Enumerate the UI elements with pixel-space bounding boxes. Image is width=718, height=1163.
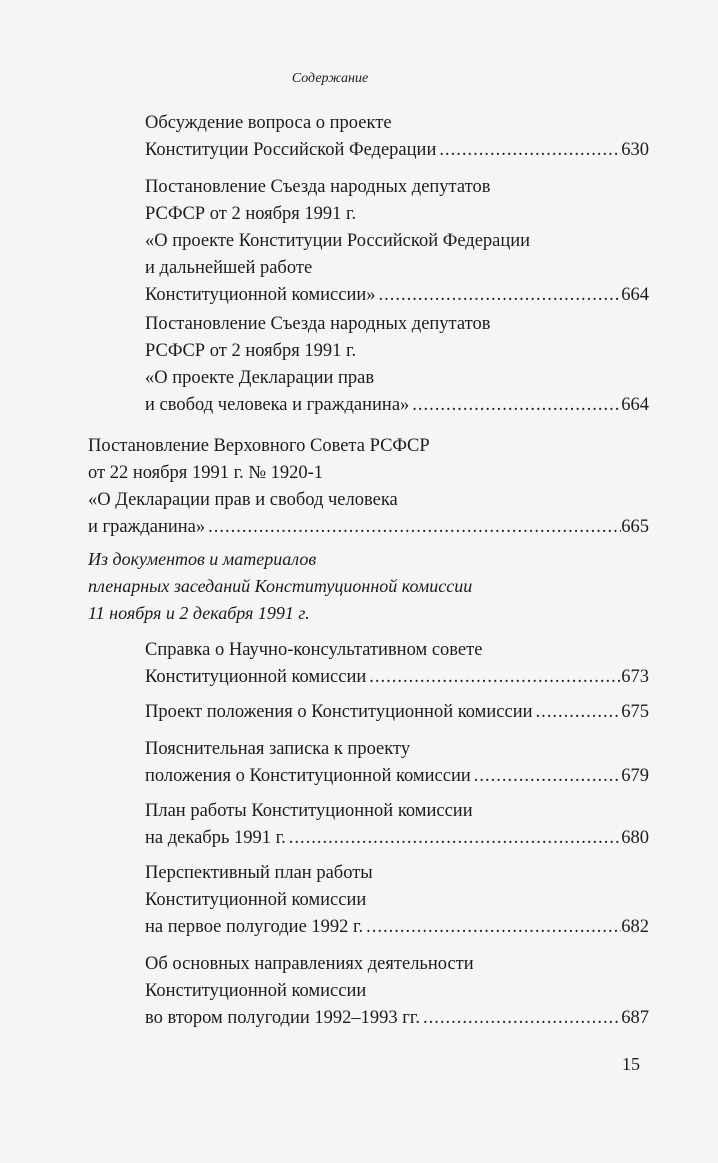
toc-entry — [145, 798, 649, 852]
dot-leader — [379, 282, 622, 309]
entry-line: РСФСР от 2 ноября 1991 г. — [145, 341, 357, 361]
entry-page: 664 — [621, 285, 649, 305]
entry-page: 687 — [621, 1008, 649, 1028]
entry-title: Конституционной комиссии» — [145, 285, 376, 305]
toc-entry — [145, 311, 649, 419]
entry-title: на декабрь 1991 г. — [145, 828, 286, 848]
entry-page: 679 — [621, 766, 649, 786]
entry-page: 673 — [621, 667, 649, 687]
entry-page: 665 — [621, 517, 649, 537]
entry-title: на первое полугодие 1992 г. — [145, 917, 364, 937]
entry-page: 664 — [621, 395, 649, 415]
entry-title: во втором полугодии 1992–1993 гг. — [145, 1008, 420, 1028]
entry-line: Конституционной комиссии — [145, 981, 367, 1001]
entry-title: и гражданина» — [88, 517, 206, 537]
entry-title: Конституционной комиссии — [145, 667, 367, 687]
toc-entry — [145, 174, 649, 309]
entry-line: «О Декларации прав и свобод человека — [88, 490, 398, 510]
entry-leader-line — [145, 699, 649, 726]
entry-line: «О проекте Декларации прав — [145, 368, 375, 388]
entry-leader-line — [145, 282, 649, 309]
entry-page: 630 — [621, 140, 649, 160]
running-header: Содержание — [291, 71, 369, 86]
dot-leader — [412, 392, 621, 419]
entry-leader-line — [145, 392, 649, 419]
dot-leader — [366, 914, 621, 941]
entry-leader-line — [145, 664, 649, 691]
entry-leader-line — [145, 137, 649, 164]
entry-line: от 22 ноября 1991 г. № 1920-1 — [88, 463, 324, 483]
dot-leader — [369, 664, 621, 691]
toc-entry — [145, 860, 649, 941]
toc-entry — [145, 637, 649, 691]
toc-entry — [145, 736, 649, 790]
entry-line: Постановление Верховного Совета РСФСР — [88, 436, 430, 456]
entry-line: Обсуждение вопроса о проекте — [145, 113, 392, 133]
section-line: пленарных заседаний Конституционной комиссии — [88, 576, 473, 596]
entry-leader-line — [145, 825, 649, 852]
entry-title: Конституции Российской Федерации — [145, 140, 437, 160]
entry-line: Об основных направлениях деятельности — [145, 954, 474, 974]
entry-line: Справка о Научно-консультативном совете — [145, 640, 483, 660]
toc-entry — [88, 433, 649, 541]
entry-leader-line — [145, 763, 649, 790]
dot-leader — [289, 825, 621, 852]
dot-leader — [439, 137, 621, 164]
entry-leader-line — [145, 914, 649, 941]
toc-entry — [145, 699, 649, 726]
entry-line: План работы Конституционной комиссии — [145, 801, 473, 821]
entry-line: Пояснительная записка к проекту — [145, 739, 411, 759]
dot-leader — [536, 699, 622, 726]
entry-leader-line — [88, 514, 649, 541]
toc-entry — [145, 110, 649, 164]
entry-line: Конституционной комиссии — [145, 890, 367, 910]
dot-leader — [423, 1005, 621, 1032]
entry-title: и свобод человека и гражданина» — [145, 395, 410, 415]
entry-page: 680 — [621, 828, 649, 848]
entry-title: Проект положения о Конституционной комиссии — [145, 702, 533, 722]
entry-line: Перспективный план работы — [145, 863, 373, 883]
section-line: Из документов и материалов — [88, 549, 317, 569]
entry-line: Постановление Съезда народных депутатов — [145, 314, 491, 334]
section-line: 11 ноября и 2 декабря 1991 г. — [88, 603, 310, 623]
entry-page: 675 — [621, 702, 649, 722]
dot-leader — [208, 514, 621, 541]
entry-line: и дальнейшей работе — [145, 258, 313, 278]
entry-line: «О проекте Конституции Российской Федерации — [145, 231, 531, 251]
entry-title: положения о Конституционной комиссии — [145, 766, 471, 786]
entry-line: РСФСР от 2 ноября 1991 г. — [145, 204, 357, 224]
entry-line: Постановление Съезда народных депутатов — [145, 177, 491, 197]
entry-leader-line — [145, 1005, 649, 1032]
toc-entry — [145, 951, 649, 1032]
section-heading — [88, 546, 472, 627]
dot-leader — [474, 763, 622, 790]
page-number: 15 — [622, 1054, 640, 1074]
entry-page: 682 — [621, 917, 649, 937]
